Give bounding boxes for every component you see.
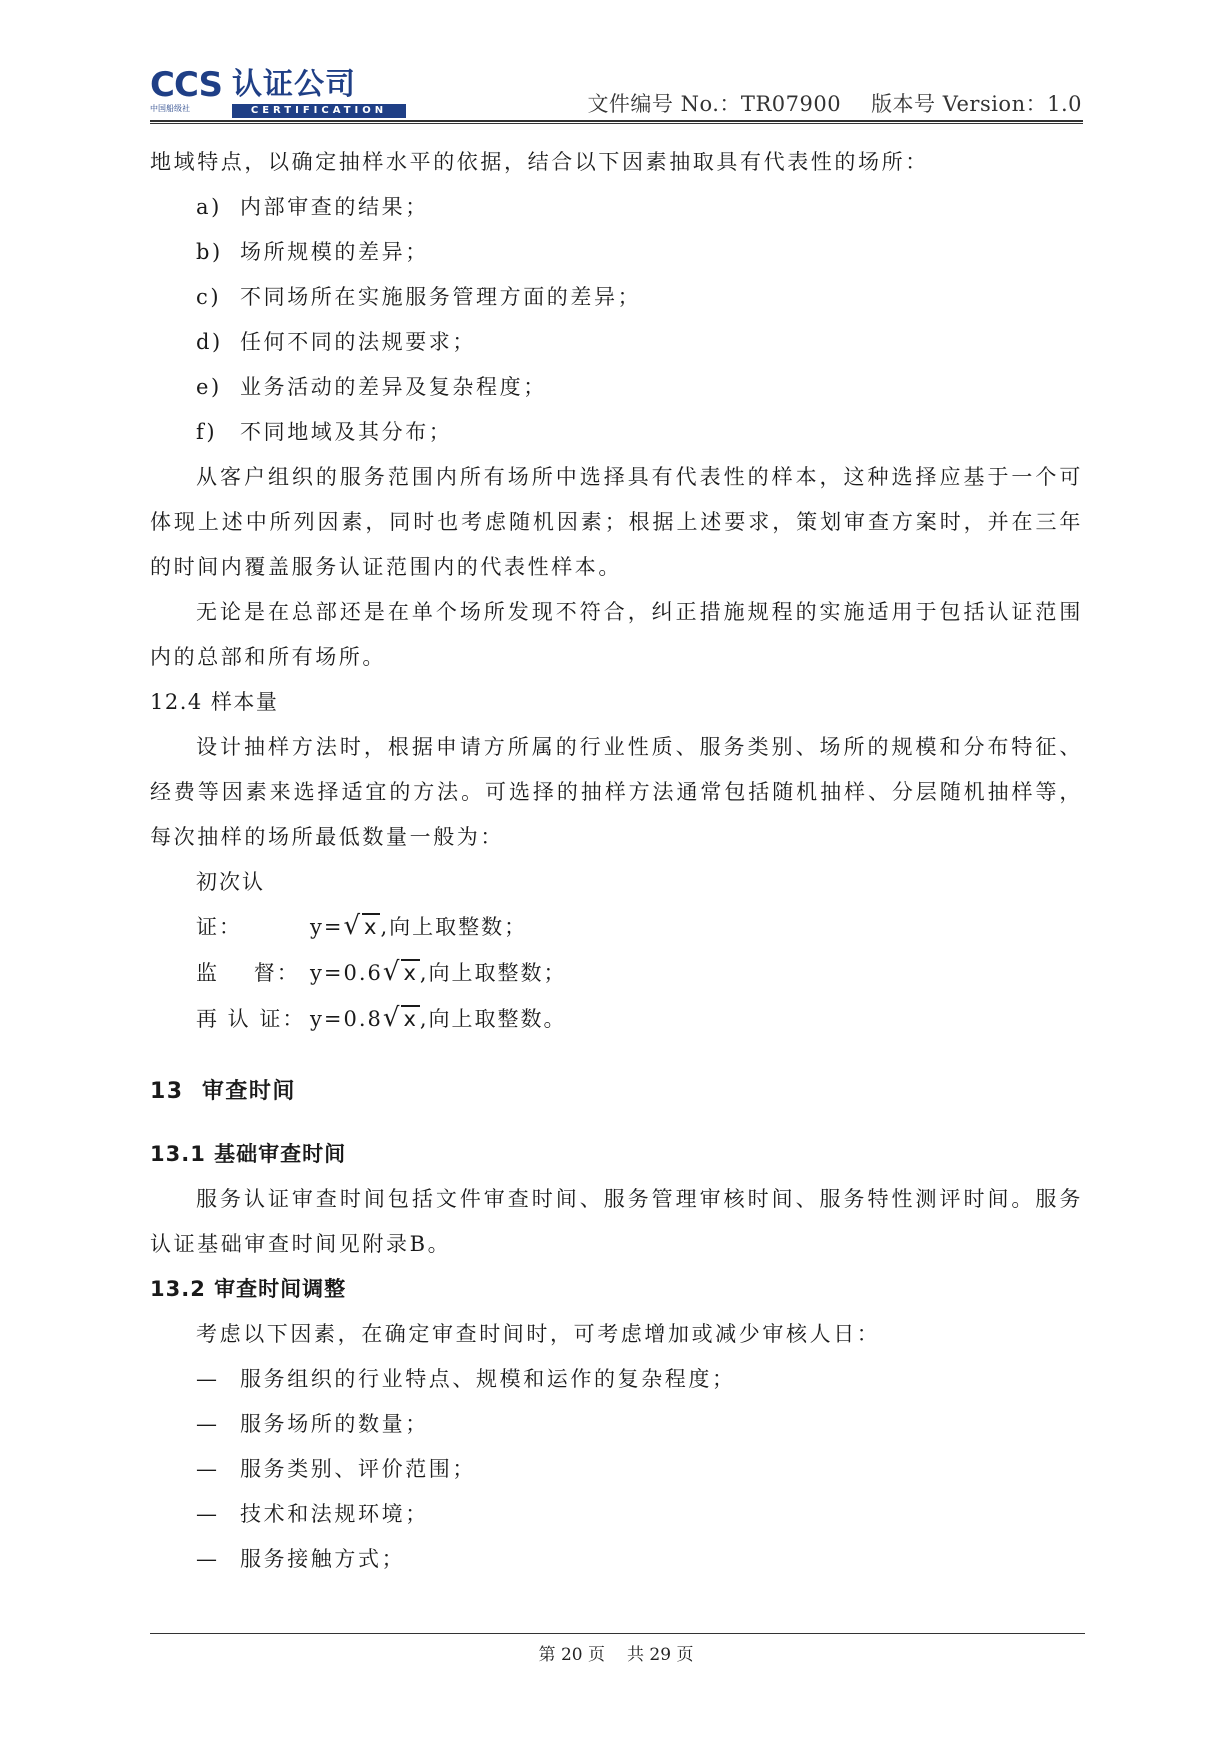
sqrt-argument: x: [364, 915, 379, 939]
formula-expr: y=: [310, 915, 344, 939]
sampling-paragraph: 从客户组织的服务范围内所有场所中选择具有代表性的样本，这种选择应基于一个可体现上述中所列因素，同时也考虑随机因素；根据上述要求，策划审查方案时，并在三年的时间内覆盖服务认证范围内的代表性样本。: [150, 465, 1083, 579]
header-divider-thin: [150, 123, 1083, 124]
list-text: 内部审查的结果；: [240, 195, 429, 219]
list-marker: a): [196, 195, 222, 219]
formula-tail: ,向上取整数。: [419, 1007, 567, 1031]
adjustment-factor-list: [150, 1357, 1083, 1582]
section-heading-12-4: 12.4 样本量: [150, 690, 279, 714]
logo-certification-bar: CERTIFICATION: [232, 104, 406, 118]
dash-marker: —: [196, 1412, 220, 1436]
sqrt-argument: x: [403, 961, 418, 985]
list-marker: b): [196, 240, 223, 264]
document-info: [587, 88, 1082, 118]
list-text: 场所规模的差异；: [240, 240, 429, 264]
header-divider: [150, 120, 1083, 122]
list-item: [150, 1537, 1083, 1582]
page-number: 第 20 页: [538, 1645, 605, 1665]
dash-marker: —: [196, 1547, 220, 1571]
list-text: 技术和法规环境；: [240, 1502, 429, 1526]
list-marker: d): [196, 330, 223, 354]
factor-list: [150, 185, 1083, 455]
list-item: [150, 1402, 1083, 1447]
list-text: 服务场所的数量；: [240, 1412, 429, 1436]
list-item: [150, 275, 1083, 320]
list-marker: e): [196, 375, 222, 399]
formula-expr: y=0.6: [310, 961, 383, 985]
formula-surveillance: [150, 950, 1083, 996]
base-audit-time-paragraph: 服务认证审查时间包括文件审查时间、服务管理审核时间、服务特性测评时间。服务认证基础审查时间见附录B。: [150, 1187, 1083, 1256]
footer-divider: [150, 1633, 1085, 1634]
dash-marker: —: [196, 1502, 220, 1526]
page-total: 共 29 页: [627, 1645, 694, 1665]
list-item: [150, 365, 1083, 410]
formula-tail: ,向上取整数；: [419, 961, 567, 985]
formula-tail: ,向上取整数；: [380, 915, 528, 939]
formula-initial: [150, 860, 1083, 950]
formula-list: [150, 860, 1083, 1042]
section-heading-13-1: 13.1 基础审查时间: [150, 1142, 347, 1166]
list-item: [150, 410, 1083, 455]
document-number: 文件编号 No.：TR07900: [587, 92, 842, 116]
sqrt-symbol: √x: [343, 911, 379, 941]
sqrt-symbol: √x: [382, 957, 418, 987]
list-item: [150, 230, 1083, 275]
list-text: 业务活动的差异及复杂程度；: [240, 375, 547, 399]
document-version: 版本号 Version：1.0: [871, 92, 1082, 116]
section-heading-13-2: 13.2 审查时间调整: [150, 1277, 347, 1301]
logo-company-name: 认证公司: [232, 67, 356, 102]
logo-subtitle: 中国船级社: [150, 104, 190, 113]
list-text: 服务类别、评价范围；: [240, 1457, 476, 1481]
corrective-action-paragraph: 无论是在总部还是在单个场所发现不符合，纠正措施规程的实施适用于包括认证范围内的总部和所有场所。: [150, 600, 1083, 669]
formula-label: 初次认证：: [196, 870, 265, 939]
page-footer: [0, 1640, 1232, 1665]
dash-marker: —: [196, 1367, 220, 1391]
list-marker: c): [196, 285, 222, 309]
intro-paragraph: 地域特点，以确定抽样水平的依据，结合以下因素抽取具有代表性的场所：: [150, 150, 929, 174]
ccs-certification-logo: [150, 66, 406, 118]
list-text: 服务组织的行业特点、规模和运作的复杂程度；: [240, 1367, 736, 1391]
sqrt-symbol: √x: [382, 1003, 418, 1033]
list-item: [150, 1447, 1083, 1492]
list-text: 不同场所在实施服务管理方面的差异；: [240, 285, 642, 309]
sqrt-argument: x: [403, 1007, 418, 1031]
list-text: 任何不同的法规要求；: [240, 330, 476, 354]
list-item: [150, 320, 1083, 365]
formula-label: 再 认 证：: [196, 1007, 306, 1031]
list-marker: f): [196, 420, 218, 444]
list-text: 服务接触方式；: [240, 1547, 406, 1571]
list-text: 不同地域及其分布；: [240, 420, 453, 444]
logo-ccs-text: CCS: [150, 65, 223, 105]
page-content: [150, 140, 1083, 1582]
list-item: [150, 1492, 1083, 1537]
section-heading-13: 13 审查时间: [150, 1079, 296, 1104]
formula-expr: y=0.8: [310, 1007, 383, 1031]
adjustment-paragraph: 考虑以下因素，在确定审查时间时，可考虑增加或减少审核人日：: [196, 1322, 881, 1346]
list-item: [150, 1357, 1083, 1402]
list-item: [150, 185, 1083, 230]
formula-label: 监 督：: [196, 961, 300, 985]
dash-marker: —: [196, 1457, 220, 1481]
sample-size-paragraph: 设计抽样方法时，根据申请方所属的行业性质、服务类别、场所的规模和分布特征、经费等因素来选择适宜的方法。可选择的抽样方法通常包括随机抽样、分层随机抽样等，每次抽样的场所最低数量一般为：: [150, 735, 1083, 849]
formula-recertification: [150, 996, 1083, 1042]
